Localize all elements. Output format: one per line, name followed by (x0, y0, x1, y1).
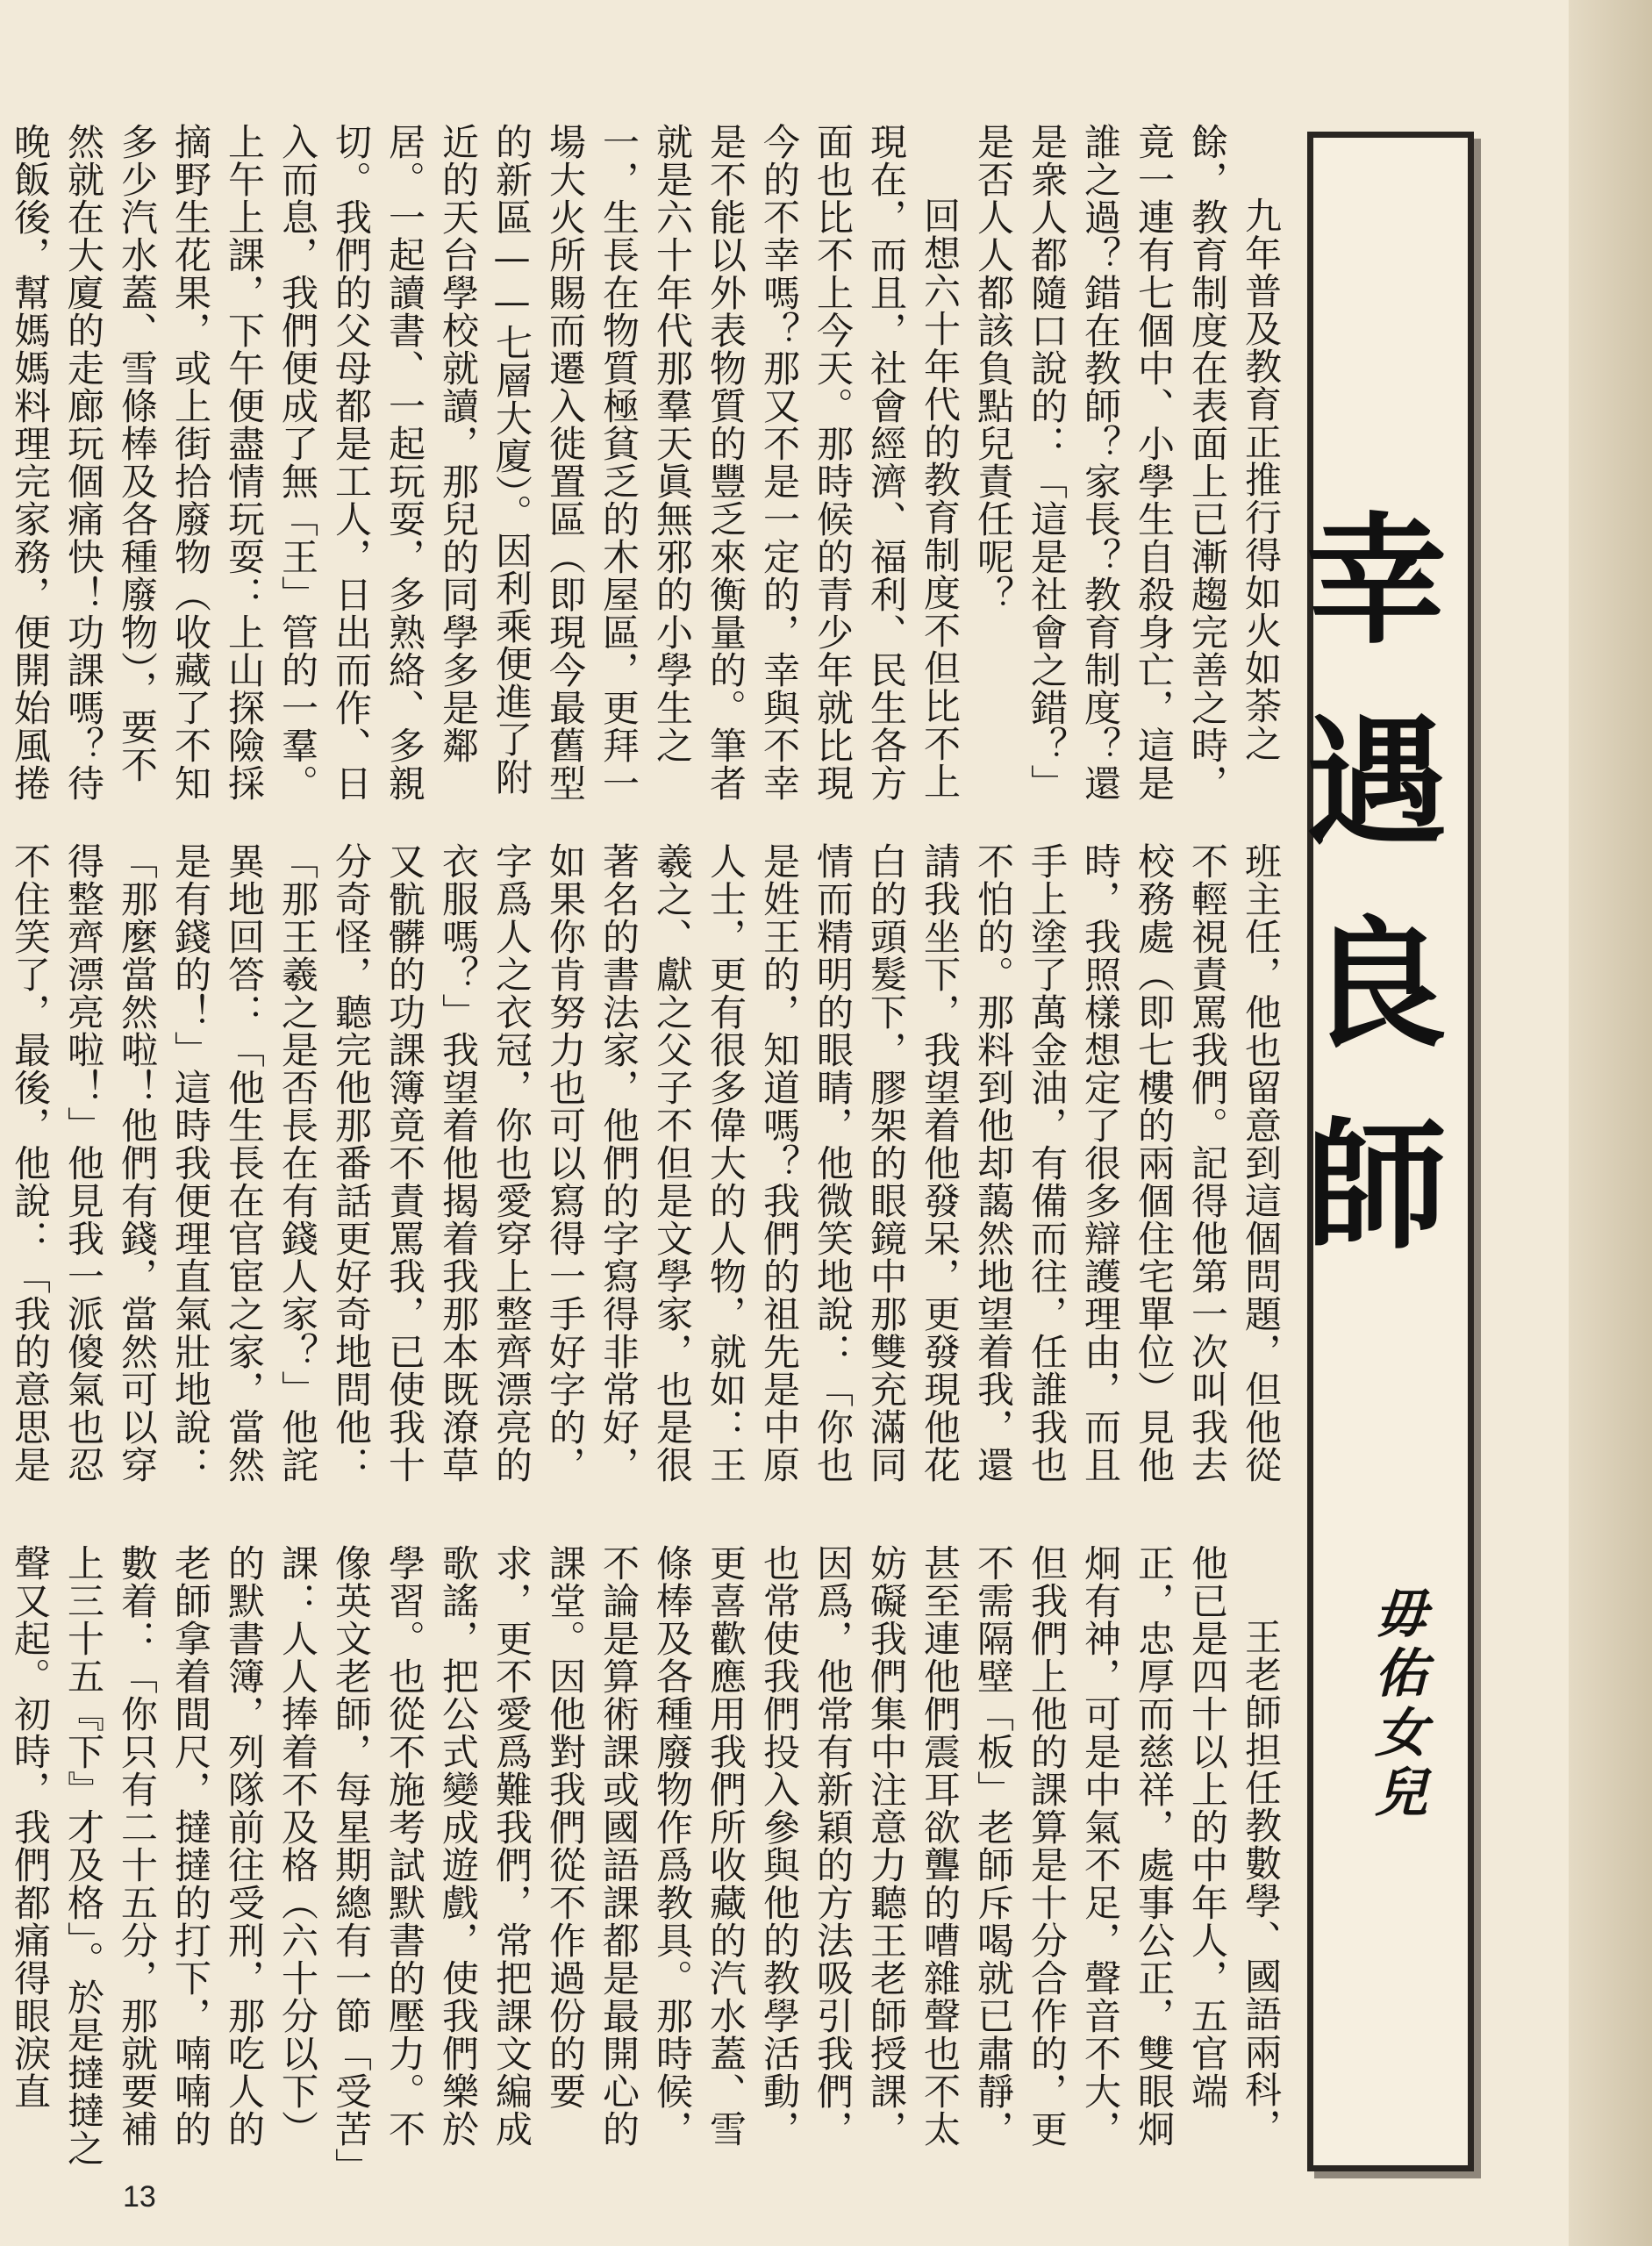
article-title: 幸遇良師 (1283, 506, 1447, 1313)
paragraph: 九年普及教育正推行得如火如荼之餘，教育制度在表面上已漸趨完善之時，竟一連有七個中、小學生自殺身亡，這是誰之過？錯在教師？家長？教育制度？還是衆人都隨口說的：「這是社會之錯？」是否人人都該負點兒責任呢？ (972, 123, 1283, 802)
article-author: 毋佑女兒 (1366, 1585, 1427, 1824)
paragraph: 班主任，他也留意到這個問題，但他從不輕視責罵我們。記得他第一次叫我去校務處（即七樓的兩個住宅單位）見他時，我照樣想定了很多辯護理由，而且手上塗了萬金油，有備而往，任誰我也不怕的。那料到他却藹然地望着我，還請我坐下，我望着他發呆，更發現他花白的頭髮下，膠架的眼鏡中那雙充滿同情而精明的眼睛，他微笑地說：「你也是姓王的，知道嗎？我們的祖先是中原人士，更有很多偉大的人物，就如：王羲之、獻之父子不但是文學家，也是很著名的書法家，他們的字寫得非常好，如果你肯努力也可以寫得一手好字的，字爲人之衣冠，你也愛穿上整齊漂亮的衣服嗎？」我望着他揭着我那本既潦草又骯髒的功課簿竟不責罵我，已使我十分奇怪，聽完他那番話更好奇地問他：「那王羲之是否長在有錢人家？」他詫異地回答：「他生長在官宦之家，當然是有錢的！」這時我便理直氣壯地說：「那麼當然啦！他們有錢，當然可以穿得整齊漂亮啦！」他見我一派傻氣也忍不住笑了，最後，他說：「我的意思是 (9, 842, 1283, 1484)
text-column-middle (9, 842, 1288, 1518)
text-column-top (9, 123, 1288, 807)
title-box (1283, 132, 1474, 2171)
paragraph: 王老師担任教數學、國語兩科，他已是四十以上的中年人，五官端正，忠厚而慈祥，處事公正，雙眼炯炯有神，可是中氣不足，聲音不大，但我們上他的課算是十分合作的，更不需隔壁「板」老師斥喝就已肅靜，甚至連他們震耳欲聾的嘈雜聲也不太妨礙我們集中注意力聽王老師授課，因爲，他常有新穎的方法吸引我們，也常使我們投入參與他的教學活動，更喜歡應用我們所收藏的汽水蓋、雪條棒及各種廢物作爲教具。那時候，不論是算術課或國語課都是最開心的課堂。因他對我們從不作過份的要求，更不愛爲難我們，常把課文編成歌謠，把公式變成遊戲，使我們樂於學習。也從不施考試默書的壓力。不像英文老師，每星期總有一節「受苦」課：人人捧着不及格（六十分以下）的默書簿，列隊前往受刑，那吃人的老師拿着間尺，撻撻的打下，喃喃的數着：「你只有二十五分，那就要補上三十五『下』才及格」。於是撻撻之聲又起。初時，我們都痛得眼淚直 (9, 1544, 1283, 2167)
page-gutter (1569, 0, 1652, 2246)
paragraph: 回想六十年代的教育制度不但比不上現在，而且，社會經濟、福利、民生各方面也比不上今天。那時候的青少年就比現今的不幸嗎？那又不是一定的，幸與不幸是不能以外表物質的豐乏來衡量的。筆者就是六十年代那羣天眞無邪的小學生之一，生長在物質極貧乏的木屋區，更拜一場大火所賜而遷入徙置區（即現今最舊型的新區——七層大廈）。因利乘便進了附近的天台學校就讀，那兒的同學多是鄰居。一起讀書、一起玩耍，多熟絡、多親切。我們的父母都是工人，日出而作、日入而息，我們便成了無「王」管的一羣。上午上課，下午便盡情玩耍：上山探險採摘野生花果，或上街拾廢物（收藏了不知多少汽水蓋、雪條棒及各種廢物），要不然就在大廈的走廊玩個痛快！功課嗎？待晚飯後，幫媽媽料理完家務，便開始風捲 (9, 123, 962, 802)
text-column-bottom (9, 1544, 1288, 2167)
page-number: 13 (123, 2180, 156, 2214)
